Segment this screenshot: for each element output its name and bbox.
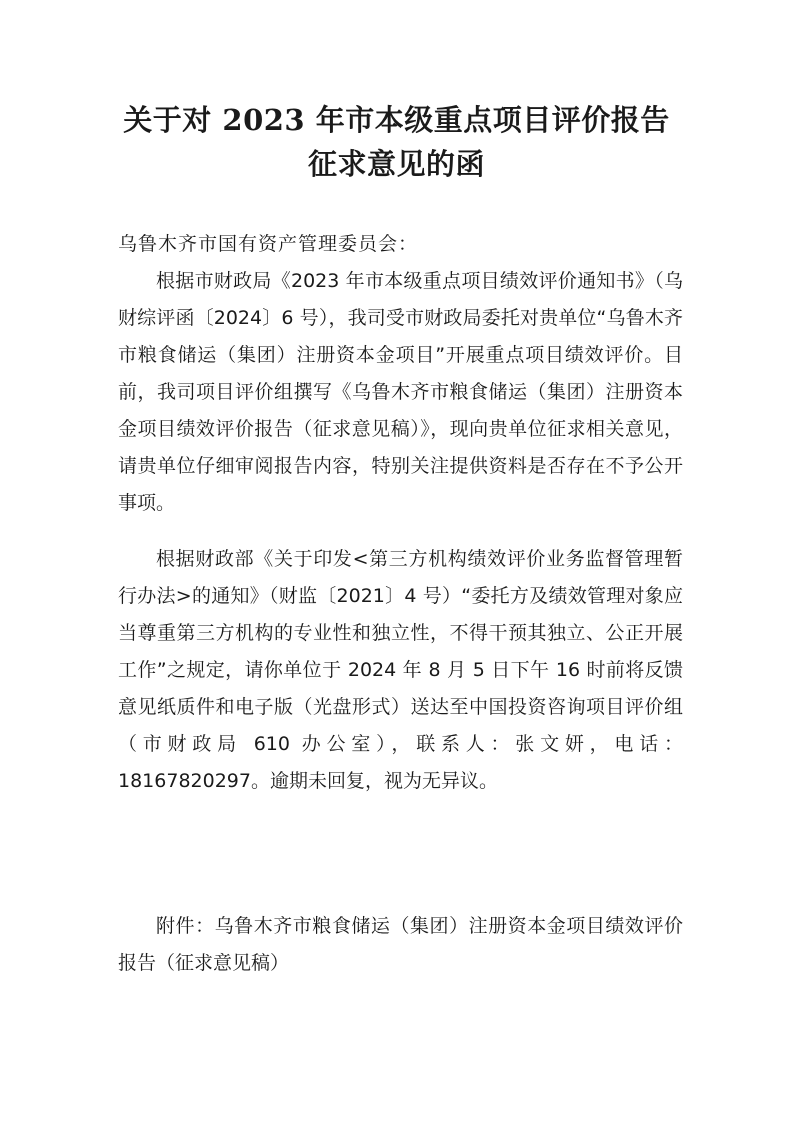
document-title-line-2: 征求意见的函 bbox=[307, 147, 485, 181]
attachment-note: 附件：乌鲁木齐市粮食储运（集团）注册资本金项目绩效评价报告（征求意见稿） bbox=[118, 915, 683, 974]
body-paragraph-2: 根据财政部《关于印发<第三方机构绩效评价业务监督管理暂行办法>的通知》（财监〔2021〕4 号）“委托方及绩效管理对象应当尊重第三方机构的专业性和独立性，不得干预其独立、公正开展工作”之规定，请你单位于 2024 年 8 月 5 日下午 16 时前将反馈意见纸质件和电子版（光盘形式）送达至中国投资咨询项目评价组（市财政局 610 办公室），联系人：张文妍，电话：18167820297。逾期未回复，视为无异议。 bbox=[118, 548, 683, 792]
salutation: 乌鲁木齐市国有资产管理委员会： bbox=[118, 233, 419, 255]
document-title-line-1: 关于对 2023 年市本级重点项目评价报告 bbox=[123, 103, 670, 137]
body-paragraph-1: 根据市财政局《2023 年市本级重点项目绩效评价通知书》（乌财综评函〔2024〕6 号），我司受市财政局委托对贵单位“乌鲁木齐市粮食储运（集团）注册资本金项目”开展重点项目绩效评价。目前，我司项目评价组撰写《乌鲁木齐市粮食储运（集团）注册资本金项目绩效评价报告（征求意见稿）》，现向贵单位征求相关意见，请贵单位仔细审阅报告内容，特别关注提供资料是否存在不予公开事项。 bbox=[118, 270, 683, 514]
